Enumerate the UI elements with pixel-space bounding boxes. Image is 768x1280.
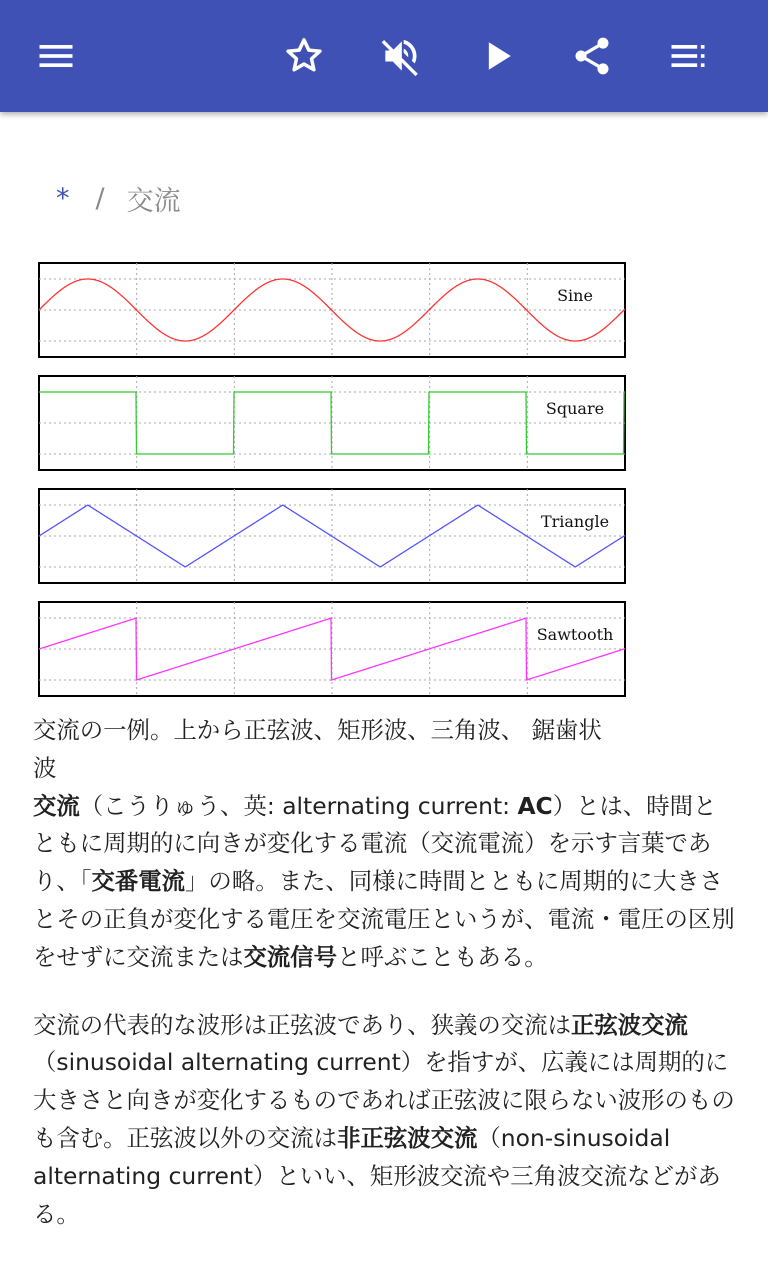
volume-off-icon bbox=[378, 34, 422, 78]
settings-list-button[interactable] bbox=[656, 24, 720, 88]
waveform-panel-triangle bbox=[39, 489, 625, 583]
menu-icon bbox=[34, 34, 78, 78]
article-body bbox=[33, 712, 737, 1233]
breadcrumb-separator: / bbox=[95, 182, 105, 214]
waveform-image bbox=[38, 262, 626, 700]
share-icon bbox=[570, 34, 614, 78]
app-bar bbox=[0, 0, 768, 112]
waveform-label: Sine bbox=[557, 286, 593, 305]
waveform-label: Triangle bbox=[540, 512, 610, 531]
breadcrumb bbox=[56, 178, 181, 218]
waveform-panel-sawtooth bbox=[39, 602, 625, 696]
term-ac: AC bbox=[517, 791, 553, 820]
paragraph-2: 交流の代表的な波形は正弦波であり、狭義の交流は正弦波交流（sinusoidal alternating current）を指すが、広義には周期的に大きさと向きが変化するものであれば正弦波に限らない波形のものも含む。正弦波以外の交流は非正弦波交流（non-sinusoidal alternating current）といい、矩形波交流や三角波交流などがある。 bbox=[33, 1010, 735, 1228]
waveform-label: Square bbox=[545, 399, 605, 418]
term-koryu: 交流 bbox=[33, 791, 80, 820]
star-outline-icon bbox=[282, 34, 326, 78]
menu-button[interactable] bbox=[24, 24, 88, 88]
waveform-panel-sine bbox=[39, 263, 625, 357]
term-seigenha-koryu: 正弦波交流 bbox=[570, 1010, 688, 1039]
list-settings-icon bbox=[666, 34, 710, 78]
paragraph-1: 交流（こうりゅう、英: alternating current: AC）とは、時間とともに周期的に向きが変化する電流（交流電流）を示す言葉であり、「交番電流」の略。また、同様に時間とともに周期的に大きさとその正負が変化する電圧を交流電圧というが、電流・電圧の区別をせずに交流または交流信号と呼ぶこともある。 bbox=[33, 791, 735, 971]
breadcrumb-current: 交流 bbox=[126, 185, 181, 217]
play-button[interactable] bbox=[466, 24, 530, 88]
bookmark-button[interactable] bbox=[272, 24, 336, 88]
waveform-figure[interactable] bbox=[38, 262, 626, 700]
mute-button[interactable] bbox=[368, 24, 432, 88]
breadcrumb-home-link[interactable]: * bbox=[56, 182, 70, 214]
share-button[interactable] bbox=[560, 24, 624, 88]
waveform-panel-square bbox=[39, 376, 625, 470]
term-koban-denryu: 交番電流 bbox=[91, 867, 186, 896]
term-koryu-shingo: 交流信号 bbox=[243, 942, 338, 971]
figure-caption: 交流の一例。上から正弦波、矩形波、三角波、 鋸歯状波 bbox=[33, 716, 602, 782]
term-hiseigenha-koryu: 非正弦波交流 bbox=[337, 1123, 478, 1152]
play-icon bbox=[476, 34, 520, 78]
waveform-label: Sawtooth bbox=[536, 625, 614, 644]
